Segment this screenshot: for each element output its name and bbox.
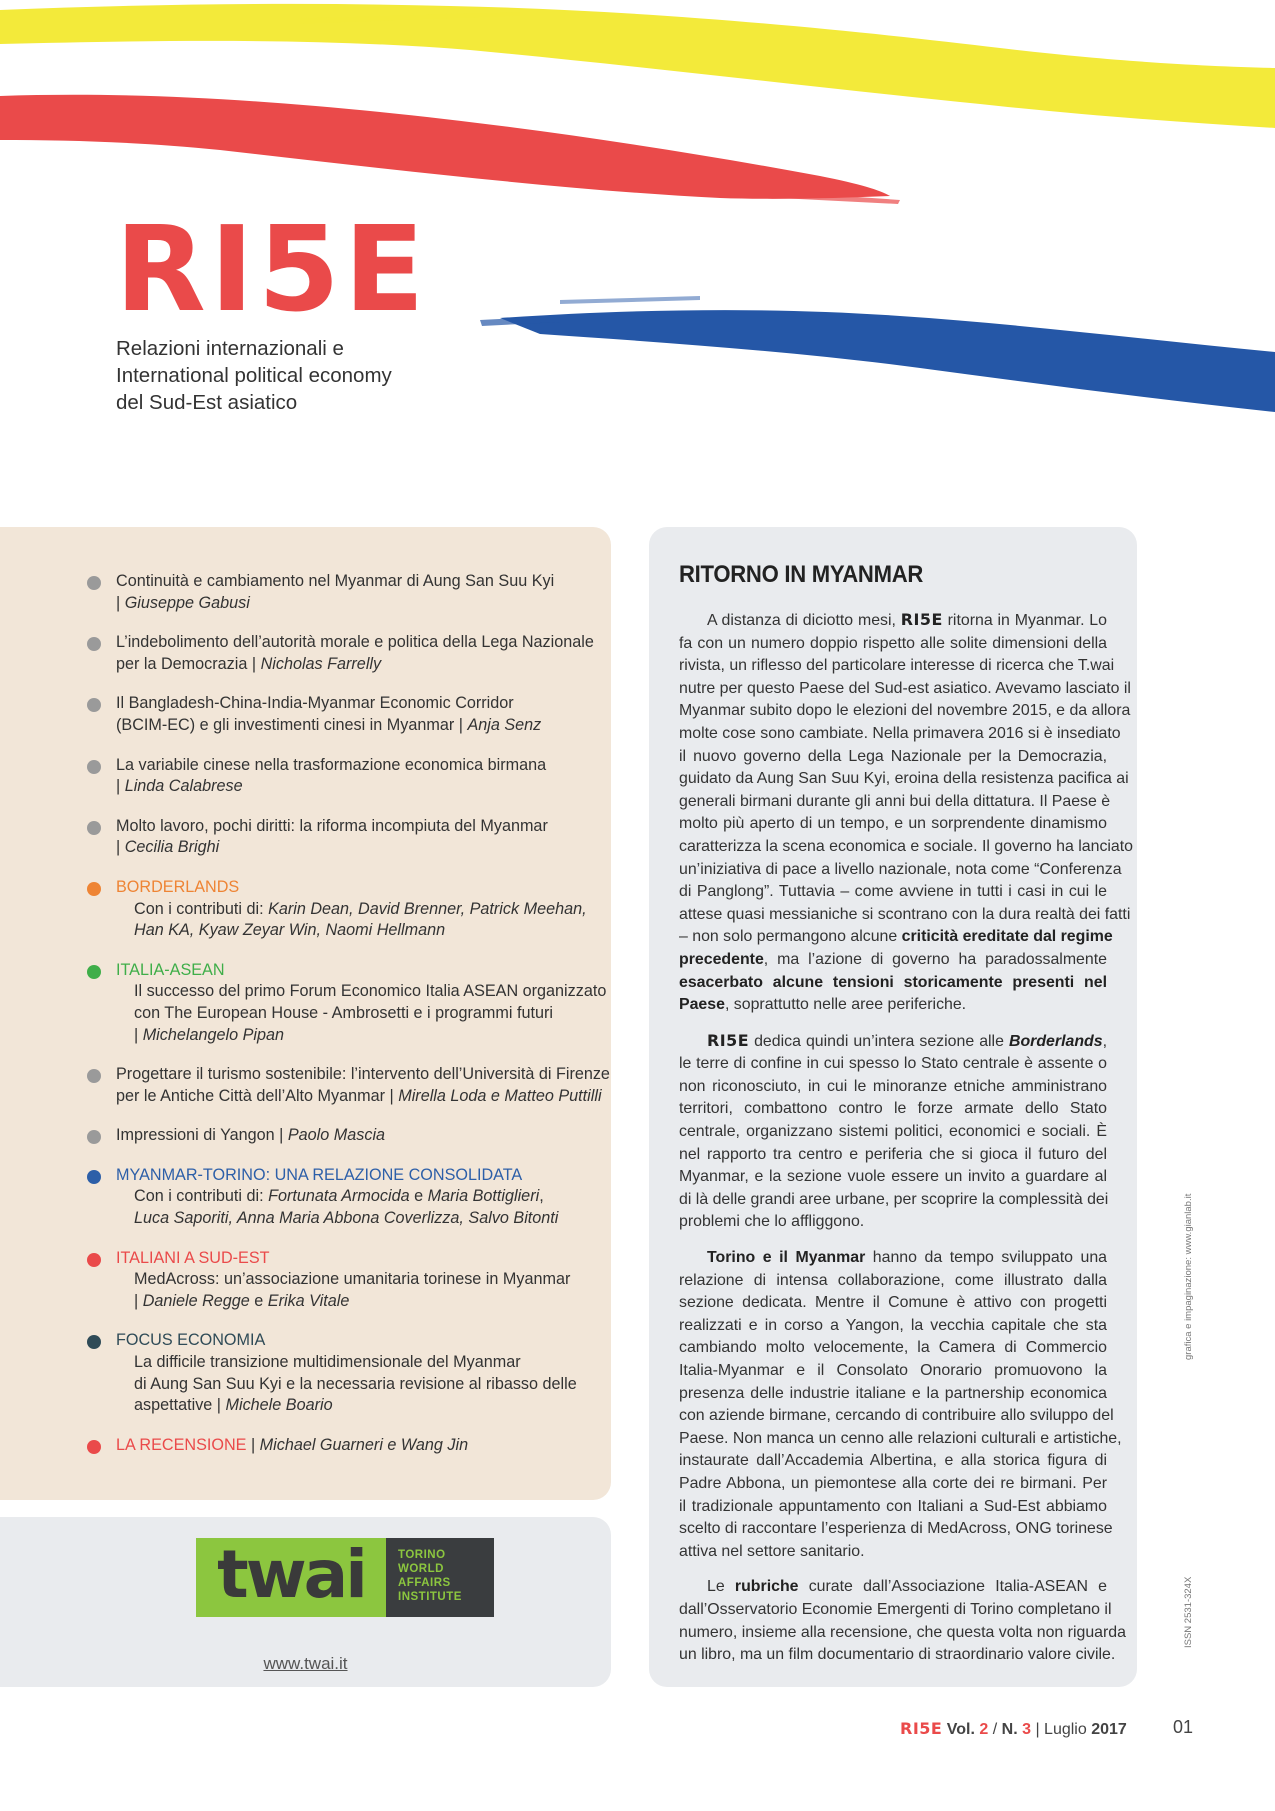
toc-section-title: ITALIA-ASEAN [116, 960, 225, 979]
editorial-paragraph [679, 1247, 1122, 1563]
toc-item-title: La variabile cinese nella trasformazione economica birmana [116, 755, 547, 774]
toc-item-title: Il Bangladesh-China-India-Myanmar Economic Corridor [116, 694, 514, 713]
toc-author: Michael Guarneri e Wang Jin [259, 1435, 469, 1454]
text-line: relazione di intensa collaborazione, come illustrato dalla [679, 1271, 1107, 1289]
toc-item-title: per la Democrazia | [116, 654, 261, 673]
toc-author: Linda Calabrese [124, 777, 243, 796]
text-run: , [1102, 1032, 1107, 1050]
footer-text: | [1031, 1721, 1045, 1738]
twai-name-line: AFFAIRS [398, 1577, 451, 1589]
text-line: sezione dedicata. Mentre il Comune è attivo con progetti [679, 1294, 1107, 1312]
text-line: molte cose sono cambiate. Nella primavera 2016 si è insediato [679, 724, 1121, 742]
toc-text: e [249, 1291, 268, 1310]
toc-text: di Aung San Suu Kyi e la necessaria revisione al ribasso delle [134, 1374, 577, 1393]
toc-author: Paolo Mascia [287, 1126, 386, 1145]
toc-author: Erika Vitale [267, 1291, 350, 1310]
toc-section-borderlands[interactable] [0, 877, 611, 942]
footer-rise-logo: RI5E [900, 1719, 943, 1738]
twai-logo-name [386, 1538, 494, 1617]
toc-text: La difficile transizione multidimensionale del Myanmar [134, 1353, 521, 1372]
text-line [679, 949, 1107, 972]
toc-author: Maria Bottiglieri [427, 1187, 540, 1206]
text-line: instaurate dall’Accademia Albertina, e alla storica figura di [679, 1452, 1107, 1470]
editorial-panel [649, 527, 1137, 1687]
toc-text: Con i contributi di: [134, 1187, 269, 1206]
toc-item-title: Molto lavoro, pochi diritti: la riforma incompiuta del Myanmar [116, 816, 548, 835]
text-line: il nuovo governo della Lega Nazionale per la Democrazia, [679, 747, 1107, 765]
text-line: problemi che lo affliggono. [679, 1213, 865, 1231]
toc-section-myanmar-torino[interactable] [0, 1165, 611, 1230]
tagline-line: Relazioni internazionali e [116, 337, 344, 360]
text-line: Paese. Non manca un cenno alle relazioni culturali e artistiche, [679, 1429, 1122, 1447]
toc-item[interactable] [0, 816, 611, 859]
text-line: un’iniziativa di pace a livello nazionale, nota come “Conferenza [679, 860, 1122, 878]
bold-text: criticità ereditate dal regime [901, 928, 1113, 946]
design-credit: grafica e impaginazione: www.gianlab.it [1183, 1193, 1194, 1360]
footer-text: / [988, 1721, 1002, 1738]
text-line: Myanmar subito dopo le elezioni del novembre 2015, e da allora [679, 702, 1131, 720]
separator: | [116, 838, 125, 857]
toc-author: Mirella Loda e Matteo Puttilli [398, 1086, 602, 1105]
twai-name-line: WORLD [398, 1563, 444, 1575]
toc-author: Cecilia Brighi [124, 838, 220, 857]
toc-author: Nicholas Farrelly [260, 654, 382, 673]
toc-text: aspettative | [134, 1396, 226, 1415]
text-line: dall’Osservatorio Economie Emergenti di Torino completano il [679, 1600, 1112, 1618]
text-line: rivista, un riflesso del particolare interesse di ricerca che T.wai [679, 657, 1115, 675]
tagline [116, 335, 392, 416]
text-line [679, 1247, 1107, 1270]
toc-section-title: MYANMAR-TORINO: UNA RELAZIONE CONSOLIDATA [116, 1165, 523, 1184]
text-line: di là delle grandi aree urbane, per scoprire la complessità dei [679, 1190, 1109, 1208]
text-run: dedica quindi un’intera sezione alle [749, 1032, 1009, 1050]
bullet-icon [87, 1130, 101, 1144]
bold-text: rubriche [734, 1578, 799, 1596]
twai-url-link[interactable]: www.twai.it [263, 1654, 348, 1673]
page-number: 01 [1173, 1717, 1194, 1737]
toc-item[interactable] [0, 571, 611, 614]
bullet-icon [87, 760, 101, 774]
text-line: realizzati e in corso a Yangon, la vecchia capitale che sta [679, 1316, 1107, 1334]
table-of-contents [0, 527, 611, 1500]
text-line: le terre di confine in cui spesso lo Stato centrale è assente o [679, 1055, 1107, 1073]
toc-item[interactable] [0, 693, 611, 736]
bold-text: esacerbato alcune tensioni storicamente presenti nel [679, 973, 1107, 991]
separator: | [246, 1435, 260, 1454]
issue-year: 2017 [1091, 1721, 1127, 1738]
bullet-icon [87, 1253, 101, 1267]
text-line: non riconosciuto, in cui le minoranze etniche amministrano [679, 1077, 1107, 1095]
toc-author: Han KA, Kyaw Zeyar Win, Naomi Hellmann [134, 921, 446, 940]
text-line: nutre per questo Paese del Sud-est asiatico. Avevamo lasciato il [679, 679, 1131, 697]
text-line [679, 926, 1113, 949]
footer-text: Vol. [942, 1721, 980, 1738]
text-line: generali birmani durante gli anni bui della dittatura. Il Paese è [679, 792, 1111, 810]
text-line: caratterizza la scena economica e sociale. Il governo ha lanciato [679, 837, 1134, 855]
toc-author: Daniele Regge [142, 1291, 250, 1310]
volume-number: 2 [979, 1721, 989, 1738]
toc-item-title: Impressioni di Yangon | [116, 1126, 288, 1145]
bullet-icon [87, 576, 101, 590]
issue-number: 3 [1022, 1721, 1031, 1738]
editorial-paragraph [679, 609, 1134, 1017]
bullet-icon [87, 1440, 101, 1454]
bullet-icon [87, 965, 101, 979]
toc-item[interactable] [0, 632, 611, 675]
text-line: di Panglong”. Tuttavia – come avviene in tutti i casi in cui le [679, 883, 1107, 901]
tagline-line: International political economy [116, 364, 392, 387]
toc-author: Anja Senz [467, 715, 542, 734]
text-line: attese quasi messianiche si scontrano con la dura realtà dei fatti [679, 905, 1131, 923]
text-line: numero, insieme alla recensione, che questa volta non riguarda [679, 1623, 1126, 1641]
twai-logo-mark [196, 1535, 386, 1617]
bold-text: Paese [679, 996, 725, 1014]
text-line: Myanmar, e la sezione vuole essere un invito a guardare al [679, 1168, 1107, 1186]
text-line: il tradizionale appuntamento con Italiani a Sud-Est abbiamo [679, 1497, 1107, 1515]
text-line: presenza delle industrie italiane e la partnership economica [679, 1384, 1107, 1402]
toc-text: , [539, 1187, 544, 1206]
bullet-icon [87, 698, 101, 712]
toc-text: MedAcross: un’associazione umanitaria torinese in Myanmar [134, 1270, 571, 1289]
toc-text: Con i contributi di: [134, 899, 269, 918]
text-line: attiva nel settore sanitario. [679, 1542, 865, 1560]
issn-label: ISSN 2531-324X [1183, 1576, 1194, 1648]
toc-section-title: LA RECENSIONE [116, 1435, 247, 1454]
text-line [679, 1030, 1107, 1054]
rise-inline-logo: RI5E [900, 610, 943, 629]
toc-text: e [409, 1187, 428, 1206]
toc-item[interactable] [0, 1064, 611, 1107]
bullet-icon [87, 1335, 101, 1349]
bullet-icon [87, 882, 101, 896]
text-line: Padre Abbona, un piemontese alla corte dei re birmani. Per [679, 1474, 1107, 1492]
toc-author: Fortunata Armocida [268, 1187, 410, 1206]
text-line: territori, combattono contro le forze armate dello Stato [679, 1100, 1107, 1118]
toc-item-title: Continuità e cambiamento nel Myanmar di Aung San Suu Kyi [116, 572, 555, 590]
toc-text: con The European House - Ambrosetti e i programmi futuri [134, 1003, 553, 1022]
toc-section-italiani-a-sud-est[interactable] [0, 1248, 611, 1313]
text-run: hanno da tempo sviluppato una [865, 1249, 1107, 1267]
blue-brush-stroke [500, 310, 1275, 412]
text-line [679, 1576, 1107, 1599]
text-line [679, 994, 1107, 1017]
toc-author: Karin Dean, David Brenner, Patrick Meehan, [268, 899, 587, 918]
toc-text: Il successo del primo Forum Economico Italia ASEAN organizzato [134, 982, 607, 1001]
toc-item[interactable] [0, 1125, 611, 1147]
toc-item-title: L’indebolimento dell’autorità morale e politica della Lega Nazionale [116, 633, 594, 652]
footer-text: N. [1001, 1721, 1023, 1738]
separator: | [116, 593, 125, 612]
toc-section-focus-economia[interactable] [0, 1330, 611, 1416]
bold-italic-text: Borderlands [1008, 1032, 1103, 1050]
separator: | [116, 777, 125, 796]
bold-text: precedente [679, 950, 764, 968]
toc-author: Michelangelo Pipan [142, 1025, 284, 1044]
toc-list [0, 527, 611, 1456]
text-run: , ma l’azione di governo ha paradossalmente [763, 950, 1107, 968]
text-line: molto più aperto di un tempo, e un sorprendente dinamismo [679, 815, 1107, 833]
toc-item-title: Progettare il turismo sostenibile: l’intervento dell’Università di Firenze [116, 1065, 610, 1084]
text-line: scelto di raccontare l’esperienza di MedAcross, ONG torinese [679, 1520, 1113, 1538]
text-line: guidato da Aung San Suu Kyi, eroina della resistenza pacifica ai [679, 770, 1129, 788]
tagline-line: del Sud-Est asiatico [116, 391, 298, 414]
twai-logo[interactable] [196, 1535, 494, 1617]
text-line: fa con un numero doppio rispetto alle solite dimensioni della [679, 634, 1107, 652]
text-line: centrale, organizzano sistemi politici, economici e sociali. È [679, 1123, 1107, 1141]
text-line: Italia-Myanmar e il Consolato Onorario promuovono la [679, 1362, 1107, 1379]
text-line: cambiando molto velocemente, la Camera di Commercio [679, 1339, 1107, 1357]
text-run: curate dall’Associazione Italia-ASEAN e [798, 1578, 1107, 1596]
text-line: un libro, ma un film documentario di straordinario valore civile. [679, 1646, 1116, 1664]
red-brush-stroke [0, 95, 890, 199]
separator: | [134, 1291, 143, 1310]
toc-author: Luca Saporiti, Anna Maria Abbona Coverlizza, Salvo Bitonti [134, 1209, 559, 1228]
bullet-icon [87, 821, 101, 835]
editorial-title: RITORNO IN MYANMAR [679, 561, 924, 588]
toc-author: Michele Boario [225, 1396, 333, 1415]
toc-item-title: per le Antiche Città dell’Alto Myanmar | [116, 1086, 399, 1105]
issue-month: Luglio [1044, 1721, 1092, 1738]
bullet-icon [87, 1170, 101, 1184]
bold-text: Torino e il Myanmar [707, 1249, 866, 1267]
toc-item[interactable] [0, 755, 611, 798]
twai-panel [0, 1517, 611, 1687]
editorial-paragraph [679, 1576, 1126, 1666]
rise-inline-logo: RI5E [707, 1030, 750, 1050]
rise-logo-text: RI5E [115, 200, 429, 338]
twai-name-line: INSTITUTE [398, 1591, 462, 1603]
text-line: con aziende birmane, cercando di contribuire allo sviluppo del [679, 1407, 1114, 1425]
twai-logo-word: twai [217, 1535, 365, 1613]
rise-logo [115, 200, 429, 338]
text-run: , soprattutto nelle aree periferiche. [724, 996, 967, 1014]
text-run: – non solo permangono alcune [679, 928, 902, 946]
toc-item-title: (BCIM-EC) e gli investimenti cinesi in Myanmar | [116, 715, 468, 734]
twai-name-line: TORINO [398, 1549, 446, 1561]
toc-section-title: ITALIANI A SUD-EST [116, 1248, 270, 1267]
toc-section-title: BORDERLANDS [116, 877, 240, 896]
separator: | [134, 1025, 143, 1044]
toc-author: Giuseppe Gabusi [124, 593, 250, 612]
text-run: Le [707, 1578, 735, 1596]
toc-section-italia-asean[interactable] [0, 960, 611, 1046]
page-footer [900, 1719, 1127, 1739]
toc-section-title: FOCUS ECONOMIA [116, 1331, 266, 1350]
text-line: A distanza di diciotto mesi, RI5E ritorna in Myanmar. Lo [707, 610, 1107, 629]
text-line [679, 972, 1107, 995]
toc-section-la-recensione[interactable] [0, 1435, 611, 1457]
text-line: nel rapporto tra centro e periferia che si gioca il futuro del [679, 1145, 1107, 1163]
bullet-icon [87, 1069, 101, 1083]
editorial-paragraph [679, 1030, 1107, 1234]
bullet-icon [87, 637, 101, 651]
